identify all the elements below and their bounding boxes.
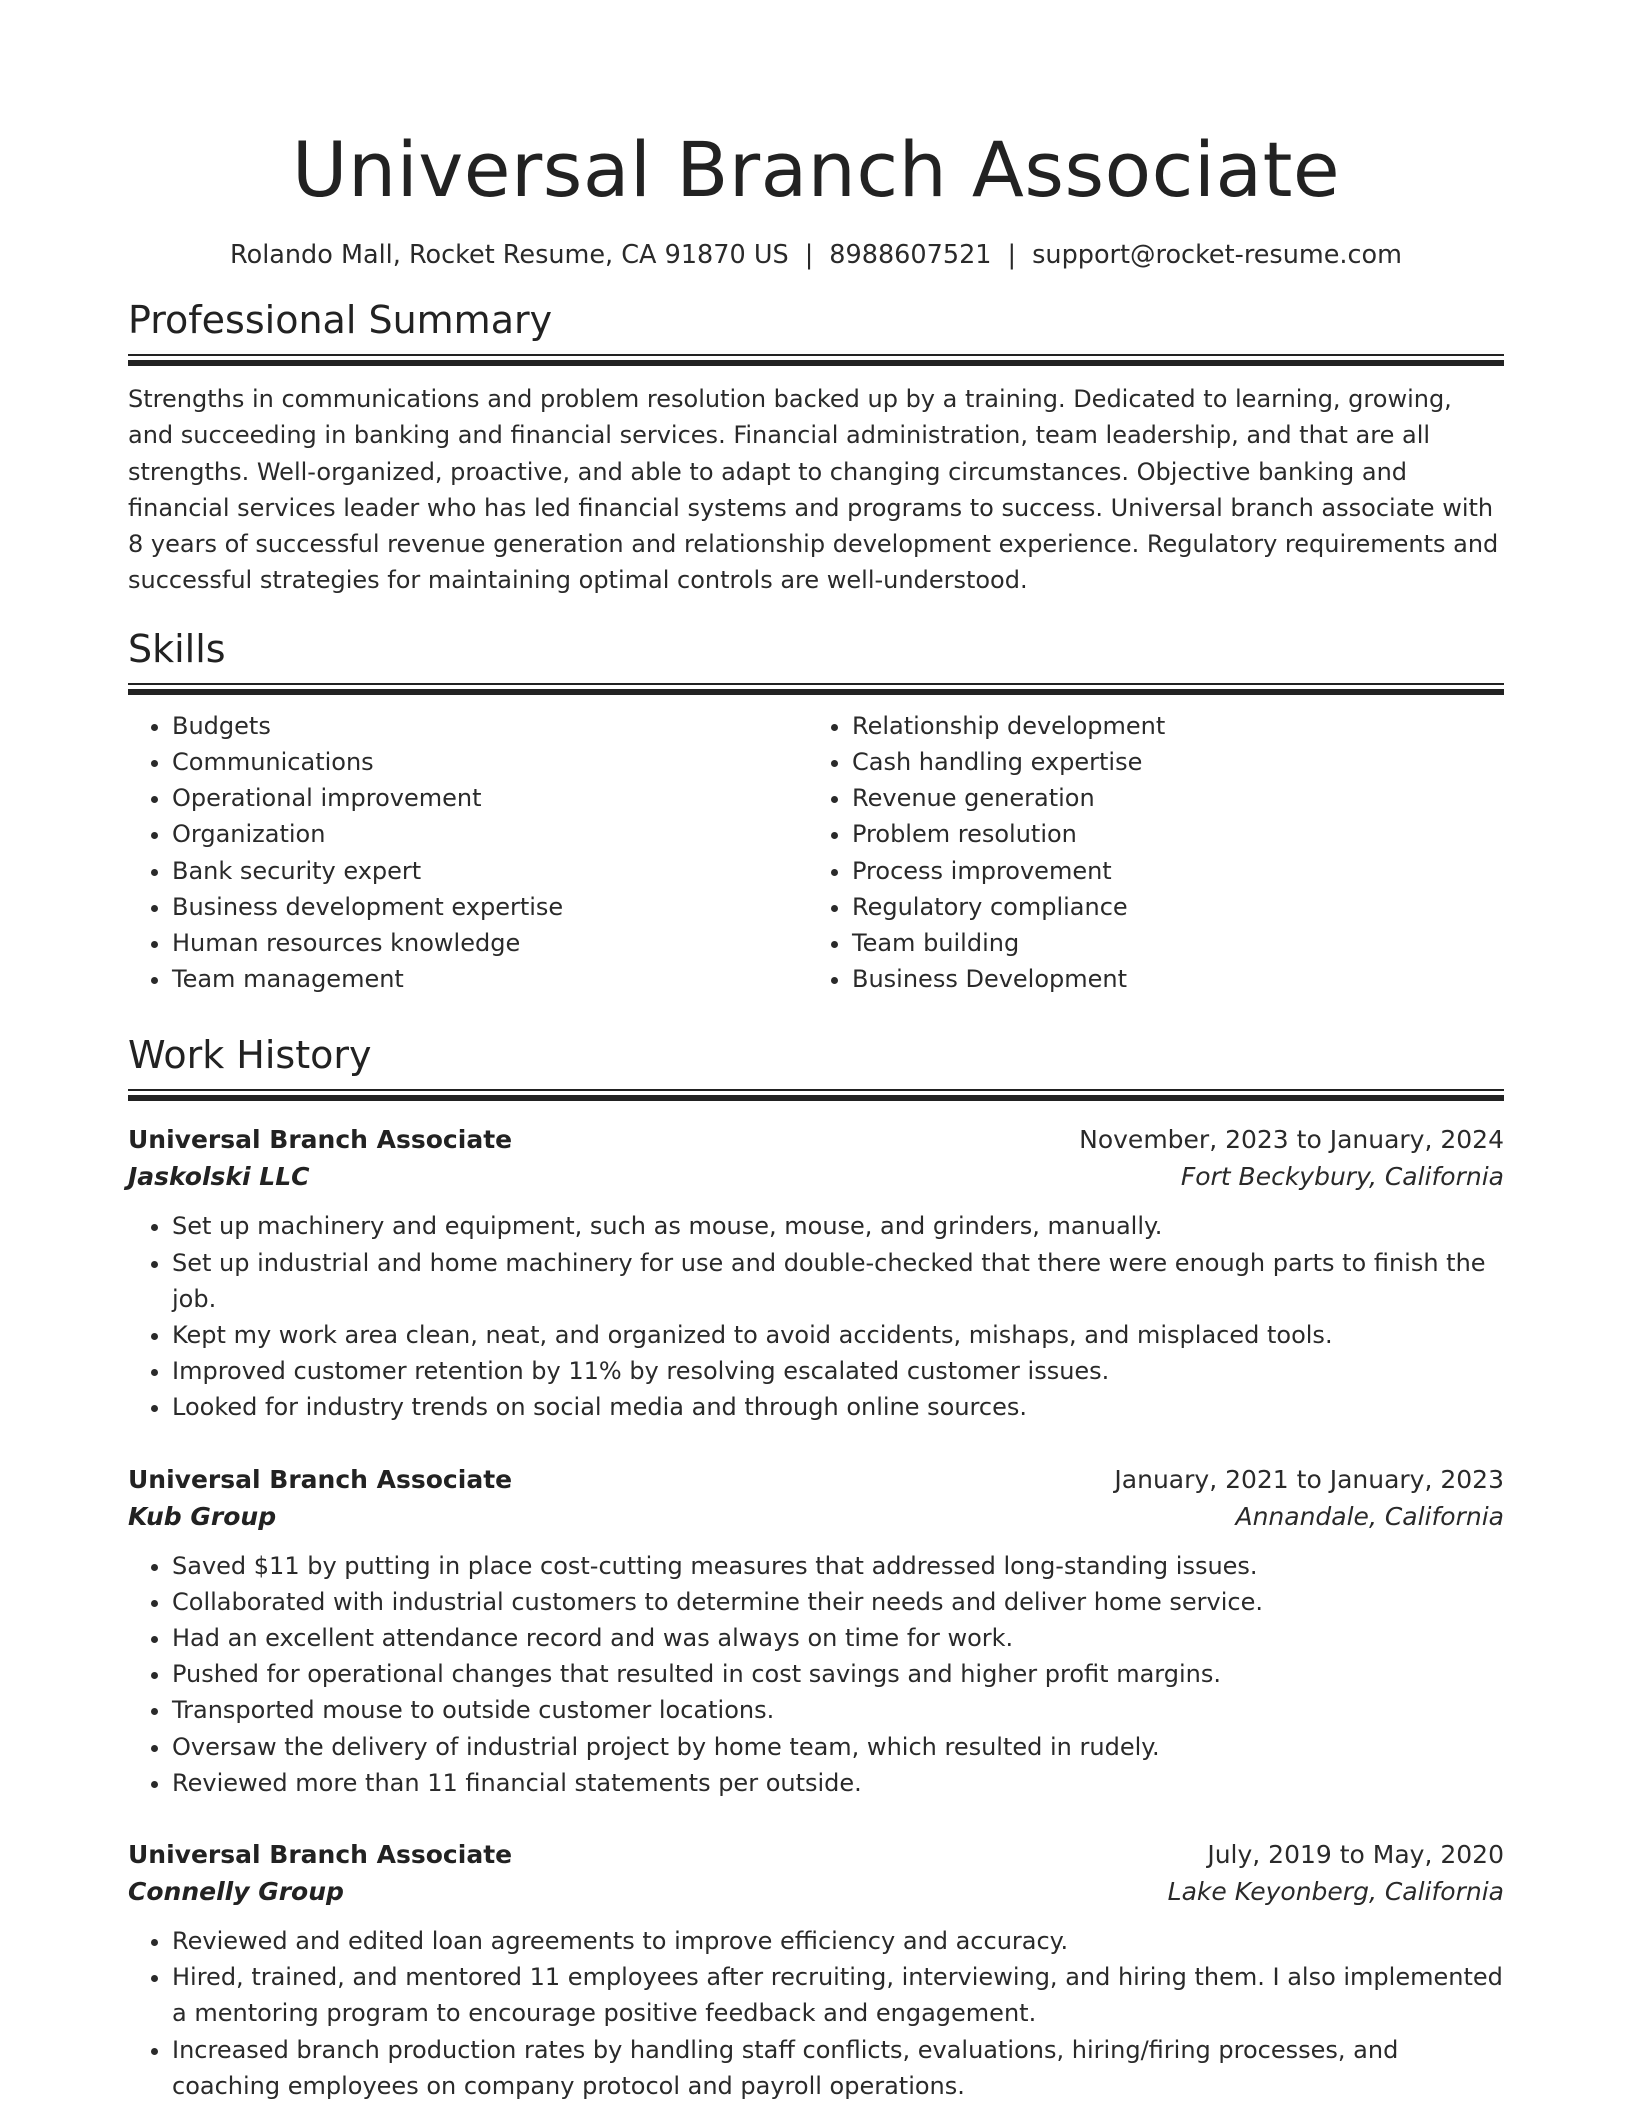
section-divider — [128, 1089, 1504, 1100]
job-bullet: • Had an excellent attendance record and was always on time for work. — [172, 1620, 1504, 1656]
skill-item: • Business development expertise — [172, 889, 808, 925]
job-bullet: • Saved $11 by putting in place cost-cutting measures that addressed long-standing issues. — [172, 1548, 1504, 1584]
skill-item: • Operational improvement — [172, 780, 808, 816]
job-bullet: • Collaborated with industrial customers to determine their needs and deliver home service. — [172, 1584, 1504, 1620]
job-bullets — [128, 1208, 1504, 1425]
section-divider — [128, 354, 1504, 365]
section-title-skills: Skills — [128, 626, 226, 671]
job-bullets — [128, 1548, 1504, 1801]
skill-item: • Budgets — [172, 708, 808, 744]
skill-item: • Bank security expert — [172, 853, 808, 889]
job-entry — [128, 1122, 1504, 1425]
job-bullet: • Set up machinery and equipment, such as mouse, mouse, and grinders, manually. — [172, 1208, 1504, 1244]
job-company: Connelly Group — [128, 1877, 344, 1907]
skill-item: • Cash handling expertise — [852, 744, 1488, 780]
job-bullet: • Increased branch production rates by handling staff conflicts, evaluations, hiring/firing processes, and coaching employees on company protocol and payroll operations. — [172, 2032, 1504, 2104]
summary-text: Strengths in communications and problem resolution backed up by a training. Dedicated to learning, growing, and succeeding in banking and financial services. Financial administration, team leadership, and that are all strengths. Well-organized, proactive, and able to adapt to changing circumstances. Objective banking and financial services leader who has led financial systems and programs to success. Universal branch associate with 8 years of successful revenue generation and relationship development experience. Regulatory requirements and successful strategies for maintaining optimal controls are well-understood. — [128, 385, 1499, 595]
skills-section — [128, 625, 1504, 998]
job-bullet: • Oversaw the delivery of industrial project by home team, which resulted in rudely. — [172, 1729, 1504, 1765]
contact-line — [128, 238, 1504, 272]
job-bullet: • Reviewed more than 11 financial statements per outside. — [172, 1765, 1504, 1801]
job-title: Universal Branch Associate — [128, 1464, 513, 1494]
section-title-summary: Professional Summary — [128, 298, 553, 342]
contact-address: Rolando Mall, Rocket Resume, CA 91870 US — [230, 240, 789, 270]
section-divider — [128, 683, 1504, 694]
resume-page — [128, 0, 1504, 2104]
job-company: Kub Group — [128, 1501, 277, 1531]
skill-item: • Process improvement — [852, 853, 1488, 889]
skills-columns — [128, 708, 1504, 998]
section-title-work: Work History — [128, 1033, 372, 1078]
job-company-row — [128, 1498, 1504, 1536]
skill-item: • Communications — [172, 744, 808, 780]
skill-item: • Team management — [172, 961, 808, 997]
job-header-row — [128, 1837, 1504, 1873]
job-bullet: • Set up industrial and home machinery for use and double-checked that there were enough parts to finish the job. — [172, 1245, 1504, 1317]
job-bullet: • Kept my work area clean, neat, and organized to avoid accidents, mishaps, and misplaced tools. — [172, 1317, 1504, 1353]
skill-item: • Problem resolution — [852, 816, 1488, 852]
job-location: Fort Beckybury, California — [1180, 1162, 1504, 1192]
job-title: Universal Branch Associate — [128, 1125, 513, 1155]
job-entry — [128, 1462, 1504, 1801]
job-dates: November, 2023 to January, 2024 — [1079, 1125, 1504, 1155]
skill-item: • Business Development — [852, 961, 1488, 997]
skill-item: • Relationship development — [852, 708, 1488, 744]
job-header-row — [128, 1122, 1504, 1158]
job-header-row — [128, 1462, 1504, 1498]
job-bullet: • Pushed for operational changes that resulted in cost savings and higher profit margins. — [172, 1656, 1504, 1692]
job-company-row — [128, 1873, 1504, 1911]
professional-summary-section — [128, 296, 1504, 599]
job-bullet: • Looked for industry trends on social media and through online sources. — [172, 1389, 1504, 1425]
job-location: Lake Keyonberg, California — [1167, 1877, 1504, 1907]
contact-phone: 8988607521 — [829, 240, 992, 270]
skill-item: • Human resources knowledge — [172, 925, 808, 961]
resume-name: Universal Branch Associate — [291, 125, 1341, 214]
job-entry — [128, 1837, 1504, 2104]
skill-item: • Regulatory compliance — [852, 889, 1488, 925]
job-location: Annandale, California — [1235, 1501, 1504, 1531]
work-history-section — [128, 1031, 1504, 2104]
job-bullets — [128, 1923, 1504, 2104]
skill-item: • Organization — [172, 816, 808, 852]
job-title: Universal Branch Associate — [128, 1840, 513, 1870]
contact-separator: | — [1007, 240, 1017, 270]
skill-item: • Team building — [852, 925, 1488, 961]
job-bullet: • Transported mouse to outside customer locations. — [172, 1692, 1504, 1728]
skills-list-left — [128, 708, 808, 998]
job-company-row — [128, 1158, 1504, 1196]
job-bullet: • Improved customer retention by 11% by resolving escalated customer issues. — [172, 1353, 1504, 1389]
job-dates: July, 2019 to May, 2020 — [1207, 1840, 1504, 1870]
job-bullet: • Reviewed and edited loan agreements to improve efficiency and accuracy. — [172, 1923, 1504, 1959]
skills-list-right — [808, 708, 1488, 998]
skill-item: • Revenue generation — [852, 780, 1488, 816]
job-bullet: • Hired, trained, and mentored 11 employees after recruiting, interviewing, and hiring them. I also implemented a mentoring program to encourage positive feedback and engagement. — [172, 1959, 1504, 2031]
contact-email: support@rocket-resume.com — [1032, 240, 1402, 270]
job-dates: January, 2021 to January, 2023 — [1114, 1464, 1504, 1494]
contact-separator: | — [804, 240, 814, 270]
job-company: Jaskolski LLC — [128, 1162, 310, 1192]
